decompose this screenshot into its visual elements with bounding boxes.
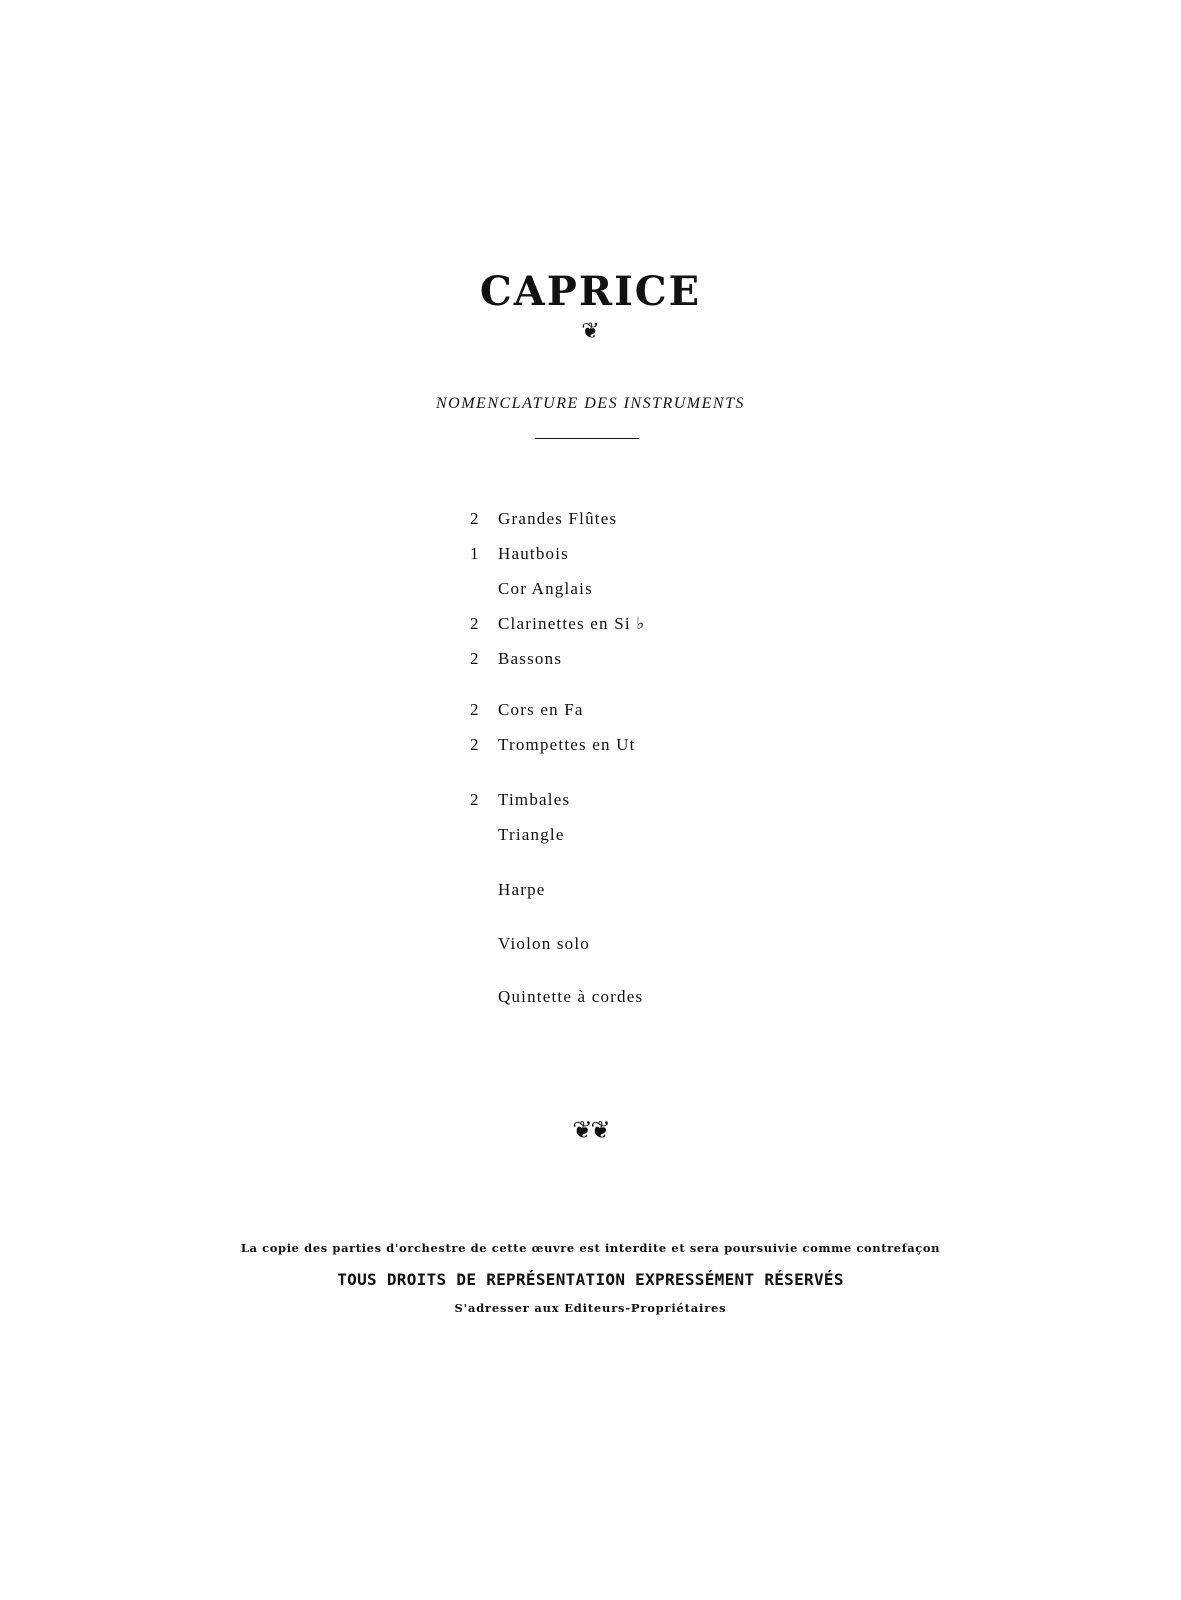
fleuron-ornament-icon: ❦ [581, 319, 600, 344]
rights-notice: TOUS DROITS DE REPRÉSENTATION EXPRESSÉMENT RÉSERVÉS [337, 1270, 844, 1289]
copy-notice: La copie des parties d'orchestre de cette œuvre est interdite et sera poursuivie comme contrefaçon [240, 1241, 941, 1255]
instrument-count: 2 [470, 614, 480, 633]
instrument-row [470, 700, 584, 724]
instrument-count: 2 [470, 700, 480, 719]
publisher-address: S'adresser aux Editeurs-Propriétaires [454, 1301, 727, 1315]
instrument-name: Timbales [498, 790, 571, 809]
section-subtitle: NOMENCLATURE DES INSTRUMENTS [436, 395, 745, 412]
instrument-name: Violon solo [498, 934, 590, 953]
instrument-row [470, 649, 562, 673]
instrument-row [470, 825, 565, 849]
instrument-name: Quintette à cordes [498, 987, 644, 1006]
instrument-row [470, 544, 569, 568]
instrument-count: 2 [470, 509, 480, 528]
instrument-name: Cor Anglais [498, 579, 593, 598]
instrument-row [470, 934, 590, 958]
page-title: CAPRICE [479, 268, 702, 315]
instrument-count: 2 [470, 649, 480, 668]
instrument-count: 2 [470, 735, 480, 754]
instrument-name: Cors en Fa [498, 700, 584, 719]
instrument-row [470, 509, 617, 533]
instrument-row [470, 614, 645, 638]
instrument-name: Grandes Flûtes [498, 509, 618, 528]
instrument-name: Harpe [498, 880, 546, 899]
instrument-row [470, 790, 570, 814]
instrument-name: Bassons [498, 649, 563, 668]
instrument-name: Hautbois [498, 544, 569, 563]
instrument-row [470, 735, 636, 759]
instrument-row [470, 880, 546, 904]
divider-rule [535, 438, 639, 439]
instrument-row [470, 579, 593, 603]
instrument-name: Trompettes en Ut [498, 735, 636, 754]
instrument-count: 2 [470, 790, 480, 809]
instrument-count: 1 [470, 544, 480, 563]
instrument-row [470, 987, 643, 1011]
instrument-name: Triangle [498, 825, 565, 844]
instrument-name: Clarinettes en Si ♭ [498, 614, 646, 633]
double-fleuron-ornament-icon: ❦❦ [572, 1116, 609, 1144]
